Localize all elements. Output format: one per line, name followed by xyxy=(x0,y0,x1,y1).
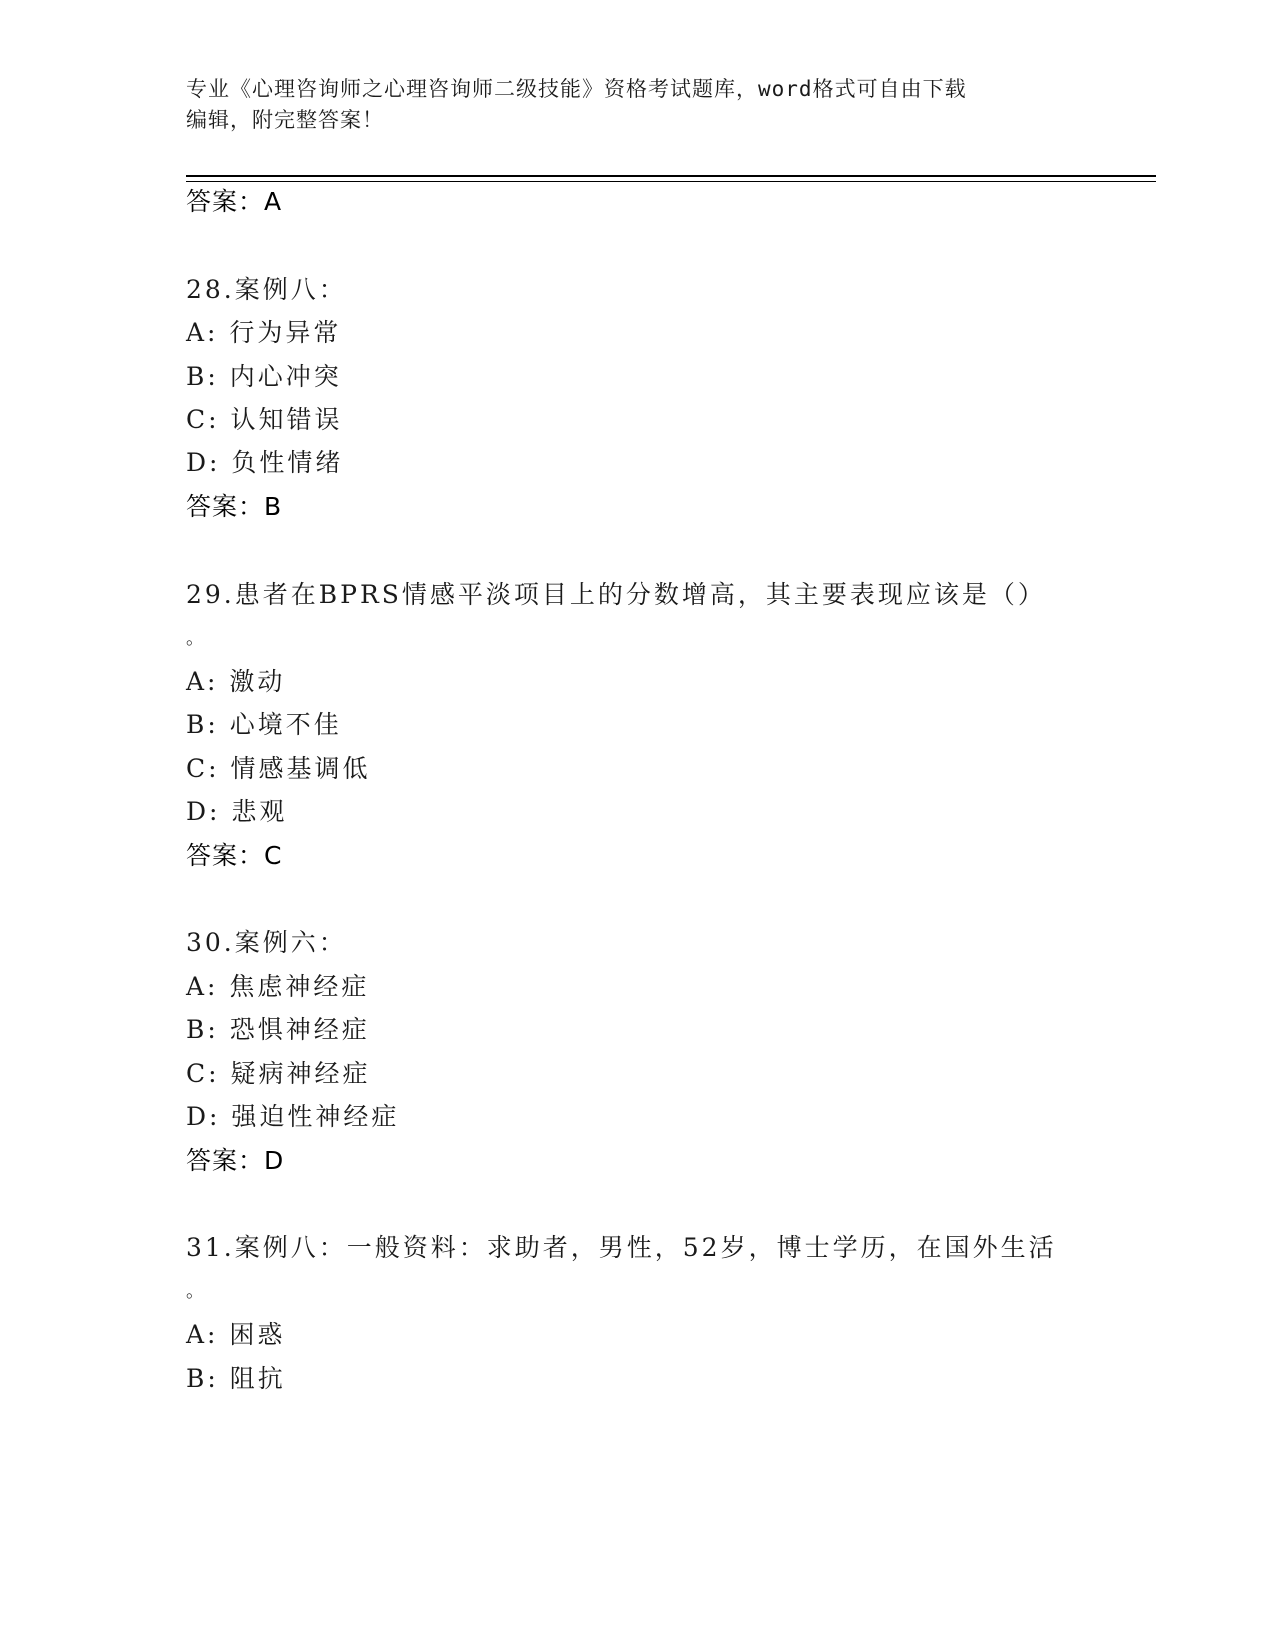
question-30-option-c: C: 疑病神经症 xyxy=(186,1059,371,1088)
question-29-stem: 29.患者在BPRS情感平淡项目上的分数增高，其主要表现应该是（） xyxy=(186,580,1046,609)
question-28-stem: 28.案例八： xyxy=(186,275,347,304)
question-30-option-d: D: 强迫性神经症 xyxy=(186,1102,400,1131)
question-28-option-d: D: 负性情绪 xyxy=(186,448,344,477)
question-31-stem-end: 。 xyxy=(186,1281,207,1302)
question-28-option-c: C: 认知错误 xyxy=(186,405,343,434)
answer-q29: 答案：C xyxy=(186,841,283,870)
question-29-option-b: B: 心境不佳 xyxy=(186,710,342,739)
header-divider-thin xyxy=(186,181,1156,182)
question-30-stem: 30.案例六： xyxy=(186,928,347,957)
header-line-2: 编辑，附完整答案！ xyxy=(186,108,384,132)
header-divider-thick xyxy=(186,175,1156,177)
question-30-option-b: B: 恐惧神经症 xyxy=(186,1015,370,1044)
answer-q27: 答案：A xyxy=(186,187,283,216)
question-31-option-a: A: 困惑 xyxy=(186,1320,286,1349)
question-29-option-d: D: 悲观 xyxy=(186,797,288,826)
question-29-option-a: A: 激动 xyxy=(186,667,286,696)
header-line-1: 专业《心理咨询师之心理咨询师二级技能》资格考试题库，word格式可自由下载 xyxy=(186,77,967,101)
answer-q30: 答案：D xyxy=(186,1146,285,1175)
question-31-option-b: B: 阻抗 xyxy=(186,1364,286,1393)
question-29-option-c: C: 情感基调低 xyxy=(186,754,371,783)
question-29-stem-end: 。 xyxy=(186,628,207,649)
question-30-option-a: A: 焦虑神经症 xyxy=(186,972,370,1001)
question-28-option-a: A: 行为异常 xyxy=(186,318,342,347)
question-28-option-b: B: 内心冲突 xyxy=(186,362,342,391)
answer-q28: 答案：B xyxy=(186,492,283,521)
question-31-stem: 31.案例八：一般资料：求助者，男性，52岁，博士学历，在国外生活 xyxy=(186,1233,1057,1262)
document-header xyxy=(186,74,1086,136)
